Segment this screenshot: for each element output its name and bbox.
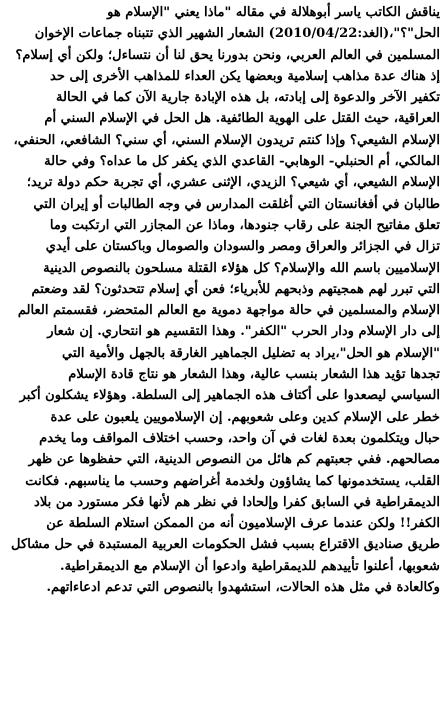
article-line: تكفير الآخر والدعوة إلى إبادته، بل هذه الإبادة جارية الآن كما في الحالة bbox=[55, 90, 440, 106]
article-line: العراقية، حيث القتل على الهوية الطائفية. هل الحل في الإسلام السني أم bbox=[44, 111, 440, 127]
article-line: الإسلاميين باسم الله والإسلام؟ كل هؤلاء القتلة مسلحون بالنصوص الدينية bbox=[43, 260, 440, 276]
article-line: تزال في الجزائر والعراق ومصر والسودان والصومال وباكستان على أيدي bbox=[45, 239, 440, 255]
article-line: الديمقراطية في السابق كفرا وإلحادا في نظر هم لأنها فكر مستورد من بلاد bbox=[34, 494, 440, 510]
article-line: مصالحهم. ففي جعبتهم كم هائل من النصوص الدينية، التي حفظوها عن ظهر bbox=[28, 452, 440, 468]
article-body bbox=[4, 2, 440, 598]
article-line: طريق صناديق الاقتراع بسبب فشل الحكومات العربية المستبدة في حل مشاكل bbox=[11, 537, 440, 553]
article-line: الإسلام الشيعي، أي شيعي؟ الزيدي، الإثنى عشري، أي تجربة حكم دولة تريد؛ bbox=[26, 175, 440, 191]
article-line: الكفر!! ولكن عندما عرف الإسلاميون أنه من الممكن استلام السلطة عن bbox=[46, 516, 440, 532]
article-line: المالكي، أم الحنبلي- الوهابي- القاعدي الذي يكفر كل ما عداه؟ وفي حالة bbox=[44, 154, 440, 170]
article-line: "الإسلام هو الحل"،يراد به تضليل الجماهير الغارقة بالجهل والأمية التي bbox=[62, 345, 440, 361]
article-line: السياسي ليصعدوا على أكتاف هذه الجماهير إلى السلطة. وهؤلاء يشكلون أكبر bbox=[19, 388, 440, 404]
article-line: إلى دار الإسلام ودار الحرب "الكفر". وهذا التقسيم هو انتحاري. إن شعار bbox=[47, 324, 440, 340]
article-line: الحل"؟"،(الغد:2010/04/22) الشعار الشهير الذي تتبناه جماعات الإخوان bbox=[34, 26, 440, 42]
article-line: طالبان في أفغانستان التي أغلقت المدارس في وجه الطالبات أو إيران التي bbox=[33, 196, 440, 212]
article-line: الإسلام والمسلمين في حالة مواجهة دموية مع العالم المتحضر، فقسمتم العالم bbox=[17, 303, 440, 319]
article-line: وكالعادة في مثل هذه الحالات، استشهدوا بالنصوص التي تدعم ادعاءاتهم. bbox=[46, 580, 440, 596]
article-line: الإسلام الشيعي؟ وإذا كنتم تريدون الإسلام السني، أي سني؟ الشافعي، الحنفي، bbox=[13, 132, 440, 148]
article-line: المسلمين في العالم العربي، ونحن بدورنا يحق لنا أن نتساءل؛ ولكن أي إسلام؟ bbox=[15, 47, 440, 63]
article-line: خطر على الإسلام كدين وعلى شعوبهم. إن الإسلامويين يلعبون على عدة bbox=[50, 409, 440, 425]
article-line: إذ هناك عدة مذاهب إسلامية وبعضها يكن العداء للمذاهب الأخرى إلى حد bbox=[50, 68, 440, 84]
article-line: تجدها تؤيد هذا الشعار بنسب عالية، وهذا الشعار هو نتاج قادة الإسلام bbox=[68, 367, 440, 383]
article-line: حبال ويتكلمون بعدة لغات في آن واحد، وحسب اختلاف المواقف وما يخدم bbox=[39, 430, 440, 446]
article-line: شعوبها، أعلنوا تأييدهم للديمقراطية وادعوا أن الإسلام مع الديمقراطية. bbox=[60, 558, 440, 574]
article-line: تعلق مفاتيح الجنة على رقاب جنودها، وماذا عن المجازر التي ارتكبت وما bbox=[49, 217, 440, 233]
article-line: يناقش الكاتب ياسر أبوهلالة في مقاله "ماذا يعني "الإسلام هو bbox=[107, 5, 440, 20]
article-line: التي تبرر لهم همجيتهم وذبحهم للأبرياء؛ فعن أي إسلام تتحدثون؟ لقد وضعتم bbox=[31, 281, 440, 297]
article-line: القلب، يستخدمونها كما يشاؤون ولخدمة أغراضهم وحسب ما يناسبهم. فكانت bbox=[25, 473, 440, 489]
